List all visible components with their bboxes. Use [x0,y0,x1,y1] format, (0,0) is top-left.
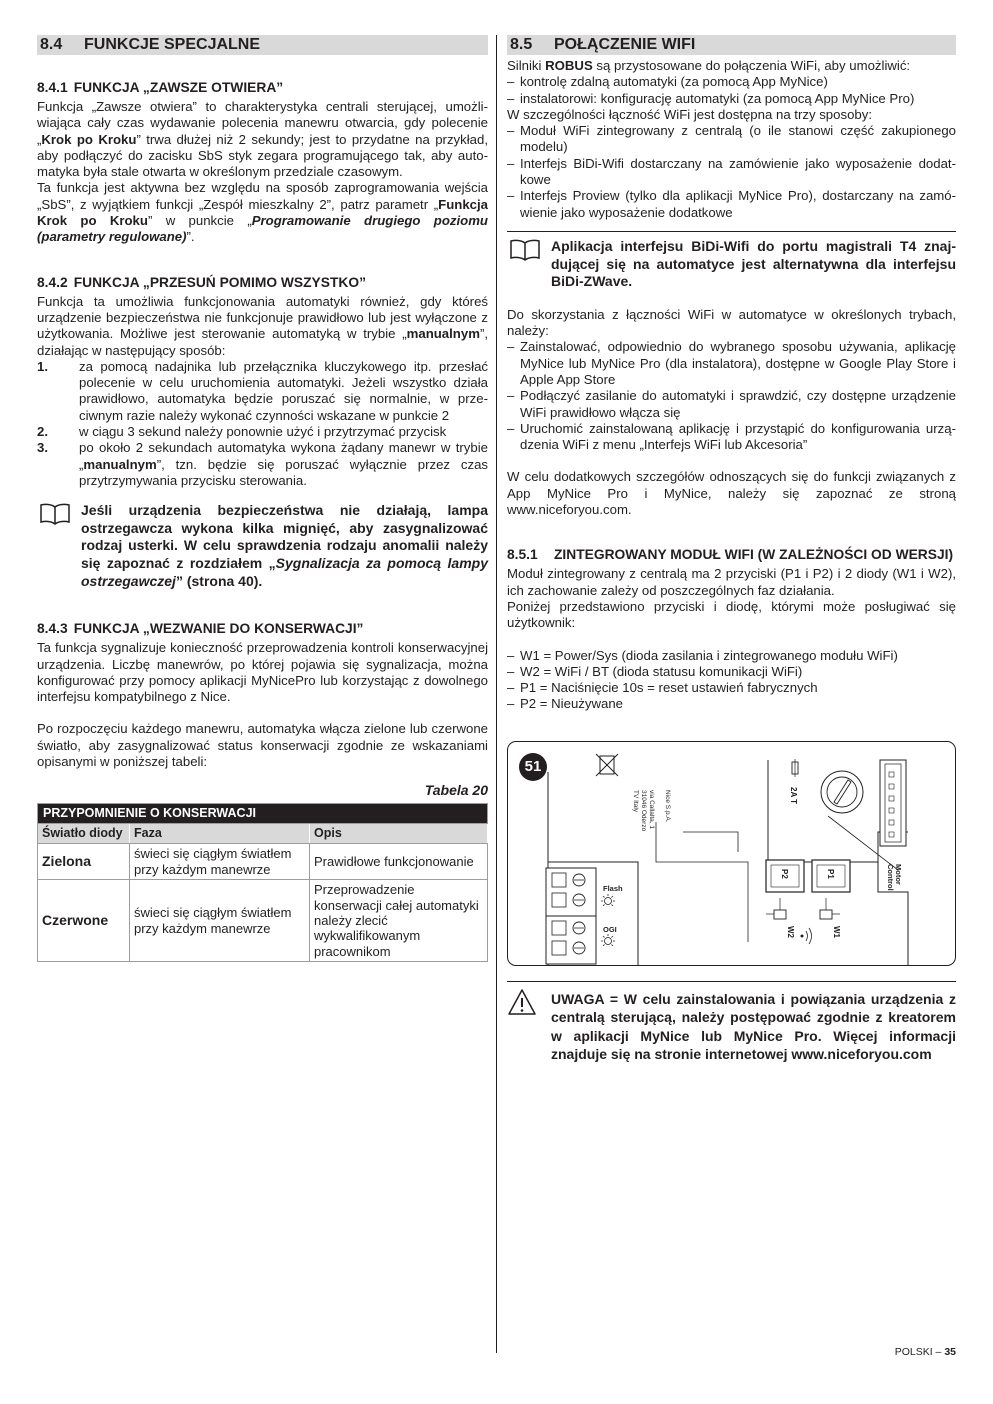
bold-text: manualnym [83,456,157,472]
table-cell: Zielona [38,844,130,880]
paragraph: Ta funkcja sygnalizuje konieczność przeprowadzenia kontroli konserwacyjnej urządzenia. Liczbę manewrów, po której pojawia się sygnalizacja, można konfigurować przy pomocy aplikacji MyNicePro lub korzystając z dowolnego interfejsu kompatybilnego z Nice. [37,640,488,705]
table-cell: Przeprowadzenie konserwacji całej automatyki należy zlecić wykwalifikowanym pracownikom [310,880,488,962]
list-item: – Interfejs BiDi-Wifi dostarczany na zamówienie jako wyposażenie dodatkowe [507,156,956,189]
note-box [37,502,488,590]
w2-label: W2 [786,925,795,938]
text: Funkcja „Zawsze otwiera” to charakterystyka centrali sterującej, umożliwiająca cały czas wydawanie polecenia manewru otwarcia, gdy polecenie „ [37,99,488,147]
item-number: 1. [37,358,48,374]
maintenance-table [37,803,488,963]
table-caption: Tabela 20 [424,782,488,799]
table-cell: Czerwone [38,880,130,962]
dash-list [507,339,956,453]
section-heading-8-4 [37,35,488,55]
table-cell: świeci się ciągłym światłem przy każdym manewrze [130,880,310,962]
figure-number-badge: 51 [519,753,547,781]
section-heading-8-5 [507,35,956,55]
dash-list [507,74,956,107]
terminal-block-flash [546,868,596,916]
text: za pomocą nadajnika lub przełącznika kluczykowego itp. przesłać polecenie w celu uruchomienia automatyki. Jeżeli wszystko działa prawidłowo, automatyka będzie poruszać się normalnie, w przeciwnym razie należy wykonać czynności wskazane w punkcie 2 [79,358,488,423]
section-number: 8.4 [40,36,63,53]
board-diagram [508,742,956,966]
paragraph: W szczególności łączność WiFi jest dostępna na trzy sposoby: [507,106,873,122]
text: po około 2 sekundach automatyka wykona żądany manewr w trybie „ [79,440,488,472]
list-item: – Zainstalować, odpowiednio do wybranego sposobu używania, aplikację MyNice lub MyNice Pro (dla instalatora), dostępne w Google Play Store i Apple App Store [507,339,956,388]
column-divider [496,35,497,1353]
subsection-number: 8.4.2 [37,274,68,290]
terminal-block-ogi [546,916,596,964]
list-item: – Uruchomić zainstalowaną aplikację i przystąpić do konfigurowania urządzenia WiFi z menu „Interfejs WiFi lub Akcesoria” [507,421,956,454]
round-connector-icon [821,771,863,813]
lamp-icon [601,934,615,946]
text: ”, tzn. będzie się poruszać wyłącznie przez czas przytrzymywania przycisku sterowania. [79,456,488,488]
paragraph [37,180,488,245]
section-title: POŁĄCZENIE WIFI [554,36,696,53]
list-item: – W1 = Power/Sys (dioda zasilania i zintegrowanego modułu WiFi) [507,648,956,664]
ogi-label: OGI [603,924,617,934]
subsection-title: FUNKCJA „PRZESUŃ POMIMO WSZYSTKO” [73,274,366,290]
item-number: 2. [37,424,48,440]
text: w ciągu 3 sekund należy ponownie użyć i przytrzymać przycisk [79,424,447,440]
paragraph: Po rozpoczęciu każdego manewru, automatyka włącza zielone lub czerwone światło, aby zasygnalizować status konserwacji zgodnie ze wskazaniami opisanymi w poniższej tabeli: [37,721,488,769]
fuse-label: 2A T [789,786,798,804]
list-item: – Podłączyć zasilanie do automatyki i sprawdzić, czy dostępne urządzenie WiFi prawidłowo włącza się [507,388,956,421]
table-cell: Prawidłowe funkcjonowanie [310,844,488,880]
page-footer [895,1344,956,1360]
motor-label-line: Motor [894,863,903,885]
paragraph [37,294,488,359]
subsection-number: 8.5.1 [507,547,538,563]
bold-text: ROBUS [545,58,593,73]
bold-text: Funkcja Krok po Kroku [37,196,488,229]
paragraph: Poniżej przedstawiono przyciski i diodę, którymi może posługiwać się użytkownik: [507,598,956,631]
bold-text: manualnym [406,326,480,342]
text: Funkcja ta umożliwia funkcjonowania automatyki również, gdy któreś urządzenie bezpieczeństwa nie funkcjonuje prawidłowo lub jest wyłączone z użytkowania. Możliwe jest sterowanie automatyką w trybie „ [37,293,488,342]
subheading-8-4-3 [37,620,488,637]
text: ” (strona 40). [175,572,263,589]
p1-label: P1 [826,868,835,879]
w2-led [766,898,786,919]
subsection-title: ZINTEGROWANY MODUŁ WIFI (W ZALEŻNOŚCI OD WERSJI) [554,547,954,563]
text: Silniki [507,58,546,73]
table-header-row [38,823,488,843]
subheading-8-4-1 [37,79,488,96]
table-title-row [38,803,488,823]
paragraph: Moduł zintegrowany z centralą ma 2 przyciski (P1 i P2) i 2 diody (W1 i W2), ich zachowanie zależy od poszczególnych faz działania. [507,566,956,598]
dash-list [507,648,956,713]
table-cell: świeci się ciągłym światłem przy każdym manewrze [130,844,310,880]
manufacturer-line: via Callalta, 1 [648,789,655,829]
paragraph [507,58,956,74]
column-header: Faza [130,823,310,843]
book-icon [509,239,541,266]
figure-control-board [507,741,956,966]
subsection-title: FUNKCJA „ZAWSZE OTWIERA” [73,80,284,95]
section-number: 8.5 [510,36,533,53]
text: ”, działając w następujący sposób: [37,326,488,358]
left-column [37,35,488,962]
list-item: – instalatorowi: konfigurację automatyki (za pomocą App MyNice Pro) [507,91,956,107]
subsection-number: 8.4.3 [37,621,68,637]
bold-italic-text: Programowanie drugiego poziomu (parametry regulowane) [37,213,488,245]
flash-label: Flash [603,883,623,893]
list-item [37,424,488,440]
text: UWAGA = W celu zainstalowania i powiązania urządzenia z centralą sterującą, należy postępować zgodnie z kreatorem w aplikacji MyNice lub MyNice Pro. Więcej informacji znajduje się na stronie internetowej www.niceforyou.com [551,990,956,1063]
subheading-8-5-1 [507,546,956,563]
list-item: – Interfejs Proview (tylko dla aplikacji MyNice Pro), dostarczany na zamówienie jako wyposażenie dodatkowe [507,188,956,221]
warning-icon [507,988,537,1021]
dash-list [507,123,956,221]
list-item: – P2 = Nieużywane [507,696,956,712]
numbered-list [37,359,488,489]
list-item: – Moduł WiFi zintegrowany z centralą (o ile stanowi część zakupionego modelu) [507,123,956,156]
column-header: Opis [310,823,488,843]
footer-language: POLSKI – [894,1346,945,1358]
list-item [37,440,488,489]
text: ”. [186,229,195,245]
fuse-icon [792,759,798,777]
motor-control-connector [880,760,906,846]
subsection-title: FUNKCJA „WEZWANIE DO KONSERWACJI” [73,621,364,637]
w1-label: W1 [832,925,841,938]
manufacturer-line: 31046 Oderzo [640,789,647,831]
page-number: 35 [944,1346,956,1358]
right-column [507,35,956,1064]
item-number: 3. [37,440,48,456]
lamp-icon [601,894,615,906]
paragraph [37,99,488,180]
text: są przystosowane do połączenia WiFi, aby umożliwić: [592,58,911,73]
subsection-number: 8.4.1 [37,80,68,95]
list-item [37,359,488,424]
table-title: PRZYPOMNIENIE O KONSERWACJI [38,803,488,823]
column-header: Światło diody [38,823,130,843]
subheading-8-4-2 [37,274,488,291]
p2-label: P2 [780,868,789,879]
bold-italic-text: Sygnalizacja za pomocą lampy ostrzegawczej [81,555,488,589]
section-title: FUNKCJE SPECJALNE [84,36,261,53]
book-icon [39,503,71,530]
wireless-signal-icon [801,928,812,944]
text: ” trwa dłużej niż 2 sekundy; jest to przydatne na przykład, aby podłączyć do zacisku SbS styk zegara programującego tak, aby automatyka była stale otwarta w określonym przedziale czasowym. [37,131,488,180]
text: Aplikacja interfejsu BiDi-Wifi do portu magistrali T4 znajdującej się na automatyce jest alternatywna dla interfejsu BiDi-ZWave. [551,237,956,290]
motor-label-line: Control [886,863,895,891]
paragraph: W celu dodatkowych szczegółów odnoszących się do funkcji związanych z App MyNice Pro i MyNice, należy się zapoznać ze stroną www.niceforyou.com. [507,469,956,518]
manufacturer-line: Nice S.p.A. [664,789,671,823]
manufacturer-line: TV Italy [632,789,639,812]
text: Ta funkcja jest aktywna bez względu na sposób zaprogramowania wejścia „SbS”, z wyjątkiem funkcji „Zespół mieszkalny 2”, patrz parametr „ [37,180,488,212]
note-box [507,231,956,291]
warning-box [507,981,956,1064]
list-item: – P1 = Naciśnięcie 10s = reset ustawień fabrycznych [507,680,956,696]
table-row [38,844,488,880]
text: Jeśli urządzenia bezpieczeństwa nie działają, lampa ostrzegawcza wykona kilka mignięć, aby zasygnalizować rodzaj usterki. W celu sprawdzenia rodzaju anomalii należy się zapoznać z rozdziałem „ [81,502,488,572]
list-item: – kontrolę zdalną automatyki (za pomocą App MyNice) [507,74,956,90]
table-row [38,880,488,962]
text: ” w punkcie „ [147,213,252,229]
list-item: – W2 = WiFi / BT (dioda statusu komunikacji WiFi) [507,664,956,680]
disposal-icon [596,754,618,776]
w1-led [820,898,840,919]
paragraph: Do skorzystania z łączności WiFi w automatyce w określonych trybach, należy: [507,306,956,339]
bold-text: Krok po Kroku [41,131,137,147]
